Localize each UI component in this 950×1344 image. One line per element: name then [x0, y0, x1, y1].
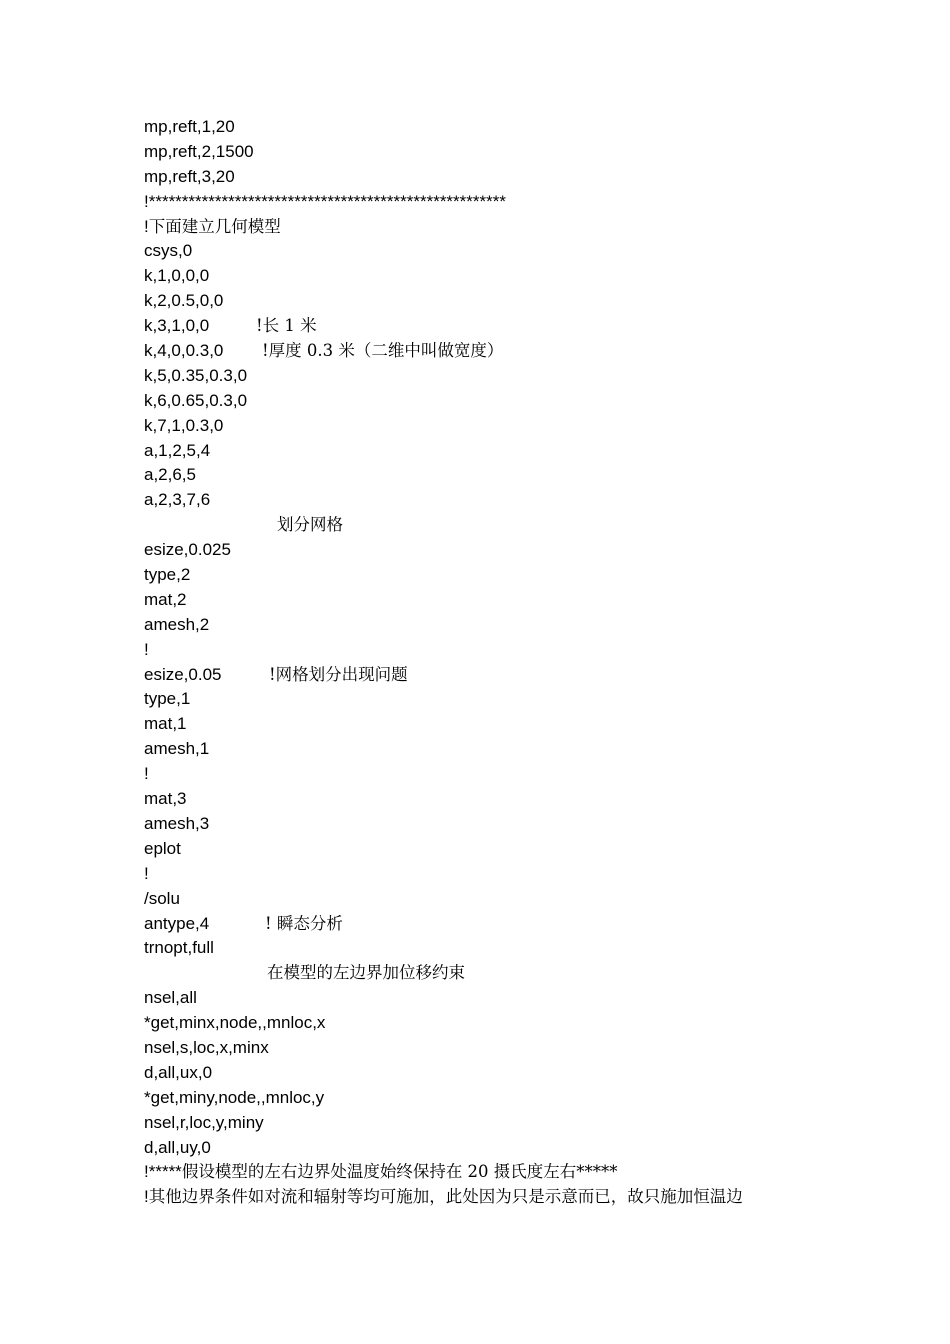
code-text: d,all,uy,0: [144, 1137, 211, 1157]
code-text: k,3,1,0,0: [144, 316, 210, 336]
code-line: [144, 264, 844, 289]
code-text: k,5,0.35,0.3,0: [144, 365, 248, 385]
comment-text: 下面建立几何模型: [148, 216, 281, 236]
code-line: [144, 1111, 844, 1136]
code-text: type,2: [144, 565, 191, 585]
code-line: [144, 1061, 844, 1086]
comment-text: 假设模型的左右边界处温度始终保持在 20 摄氏度左右*****: [181, 1162, 618, 1182]
code-line: [144, 389, 844, 414]
code-line: [144, 663, 844, 688]
comment-text: 在模型的左边界加位移约束: [267, 963, 465, 983]
comment-text: ! 瞬态分析: [265, 913, 343, 933]
code-text: trnopt,full: [144, 938, 214, 958]
code-line: [144, 488, 844, 513]
code-line: [144, 961, 844, 986]
code-line: [144, 364, 844, 389]
code-line: [144, 712, 844, 737]
code-text: d,all,ux,0: [144, 1062, 213, 1082]
code-line: [144, 513, 844, 538]
code-line: [144, 414, 844, 439]
code-line: [144, 439, 844, 464]
code-text: k,4,0,0.3,0: [144, 341, 224, 361]
code-text: *get,minx,node,,mnloc,x: [144, 1013, 326, 1033]
code-line: [144, 638, 844, 663]
comment-text: !网格划分出现问题: [269, 664, 408, 684]
code-text: !: [144, 639, 149, 659]
code-line: [144, 936, 844, 961]
code-text: eplot: [144, 838, 181, 858]
code-line: [144, 538, 844, 563]
comment-text: !厚度 0.3 米（二维中叫做宽度）: [262, 341, 504, 361]
code-text: k,7,1,0.3,0: [144, 415, 224, 435]
code-line: [144, 986, 844, 1011]
code-text: type,1: [144, 689, 191, 709]
code-line: [144, 239, 844, 264]
code-text: amesh,3: [144, 813, 210, 833]
code-text: *get,miny,node,,mnloc,y: [144, 1087, 325, 1107]
code-text: !*****: [144, 1162, 182, 1182]
code-line: [144, 140, 844, 165]
code-text: mat,3: [144, 789, 187, 809]
code-text: mat,1: [144, 714, 187, 734]
code-line: [144, 588, 844, 613]
code-text: antype,4: [144, 913, 210, 933]
code-line: [144, 1086, 844, 1111]
code-listing: [144, 115, 844, 1210]
code-text: mp,reft,2,1500: [144, 141, 254, 161]
code-line: [144, 1136, 844, 1161]
code-text: nsel,r,loc,y,miny: [144, 1112, 264, 1132]
code-line: [144, 762, 844, 787]
code-line: [144, 190, 844, 215]
code-line: [144, 887, 844, 912]
code-text: !: [144, 764, 149, 784]
code-text: mp,reft,1,20: [144, 117, 235, 136]
code-text: k,1,0,0,0: [144, 266, 210, 286]
comment-text: 划分网格: [277, 515, 343, 535]
code-line: [144, 912, 844, 937]
code-text: amesh,1: [144, 739, 210, 759]
code-text: nsel,all: [144, 988, 197, 1008]
code-text: esize,0.025: [144, 540, 231, 560]
code-text: !: [144, 216, 149, 236]
code-text: nsel,s,loc,x,minx: [144, 1037, 269, 1057]
code-line: [144, 687, 844, 712]
code-line: [144, 215, 844, 240]
code-line: [144, 1011, 844, 1036]
code-line: [144, 862, 844, 887]
code-line: [144, 563, 844, 588]
code-text: k,2,0.5,0,0: [144, 291, 224, 311]
code-line: [144, 787, 844, 812]
comment-text: !长 1 米: [256, 316, 317, 336]
code-line: [144, 463, 844, 488]
code-text: mp,reft,3,20: [144, 166, 235, 186]
code-line: [144, 314, 844, 339]
code-text: !: [144, 1187, 149, 1207]
code-line: [144, 165, 844, 190]
code-line: [144, 115, 844, 140]
code-text: /solu: [144, 888, 180, 908]
code-text: csys,0: [144, 241, 193, 261]
code-text: esize,0.05: [144, 664, 222, 684]
code-text: a,2,6,5: [144, 465, 196, 485]
code-text: a,2,3,7,6: [144, 490, 211, 510]
code-line: [144, 737, 844, 762]
code-text: amesh,2: [144, 614, 210, 634]
code-line: [144, 613, 844, 638]
code-line: [144, 1160, 844, 1185]
code-text: k,6,0.65,0.3,0: [144, 390, 248, 410]
code-text: mat,2: [144, 589, 187, 609]
code-line: [144, 812, 844, 837]
code-line: [144, 837, 844, 862]
code-line: [144, 289, 844, 314]
code-text: !: [144, 863, 149, 883]
comment-text: 其他边界条件如对流和辐射等均可施加，此处因为只是示意而已，故只施加恒温边: [148, 1187, 743, 1207]
code-line: [144, 1036, 844, 1061]
code-line: [144, 1185, 844, 1210]
code-text: !******************************************************: [144, 191, 506, 211]
code-text: a,1,2,5,4: [144, 440, 211, 460]
code-line: [144, 339, 844, 364]
